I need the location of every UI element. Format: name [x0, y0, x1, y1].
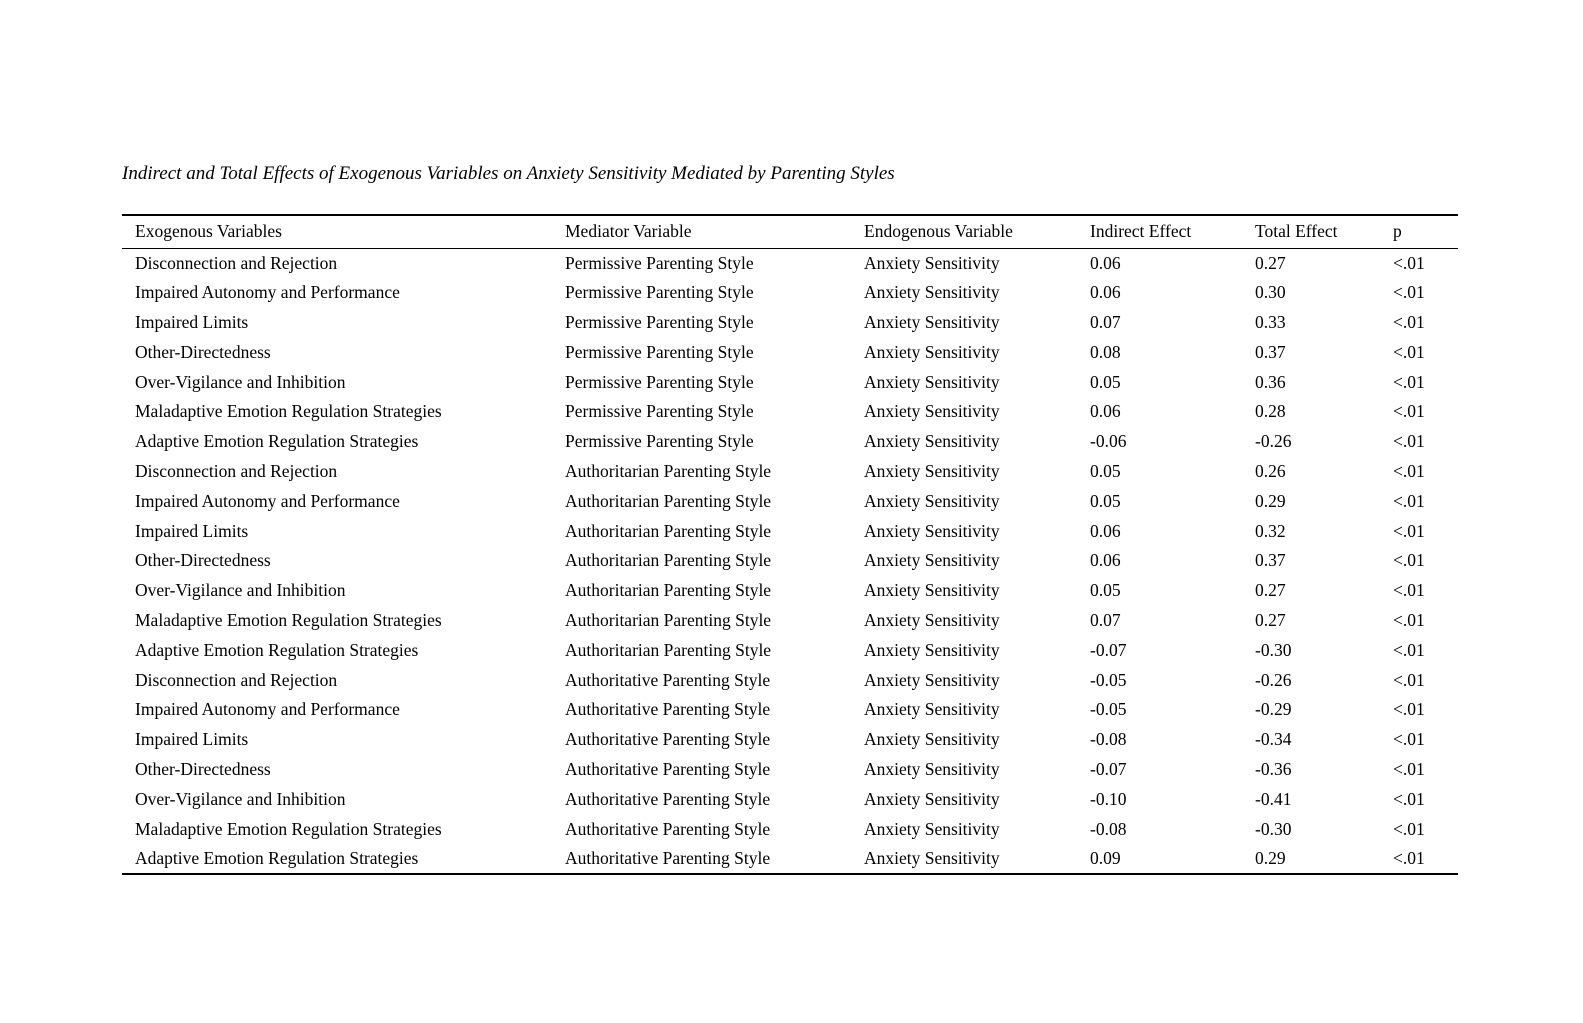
cell-indirect-effect: 0.07 [1090, 311, 1121, 332]
cell-endogenous-variable: Anxiety Sensitivity [864, 847, 1000, 868]
cell-mediator-variable: Authoritarian Parenting Style [565, 550, 772, 571]
cell-total-effect: -0.41 [1255, 788, 1292, 809]
cell-total-effect: 0.37 [1255, 550, 1286, 571]
cell-exogenous-variable: Over-Vigilance and Inhibition [135, 788, 346, 809]
cell-total-effect: 0.30 [1255, 282, 1286, 303]
cell-mediator-variable: Authoritative Parenting Style [565, 699, 771, 720]
table-row [122, 755, 1458, 785]
cell-p-value: <.01 [1393, 758, 1425, 779]
table-row [122, 367, 1458, 397]
table-row [122, 248, 1458, 278]
table-row [122, 308, 1458, 338]
cell-p-value: <.01 [1393, 699, 1425, 720]
cell-total-effect: -0.30 [1255, 818, 1292, 839]
cell-mediator-variable: Permissive Parenting Style [565, 311, 754, 332]
cell-indirect-effect: 0.07 [1090, 609, 1121, 630]
cell-indirect-effect: 0.08 [1090, 341, 1121, 362]
cell-total-effect: 0.27 [1255, 580, 1286, 601]
cell-exogenous-variable: Impaired Limits [135, 311, 249, 332]
cell-p-value: <.01 [1393, 431, 1425, 452]
cell-endogenous-variable: Anxiety Sensitivity [864, 341, 1000, 362]
cell-exogenous-variable: Other-Directedness [135, 341, 271, 362]
cell-indirect-effect: 0.06 [1090, 282, 1121, 303]
table-row [122, 606, 1458, 636]
cell-total-effect: 0.28 [1255, 401, 1286, 422]
cell-exogenous-variable: Other-Directedness [135, 758, 271, 779]
cell-p-value: <.01 [1393, 847, 1425, 868]
cell-mediator-variable: Authoritative Parenting Style [565, 847, 771, 868]
cell-p-value: <.01 [1393, 460, 1425, 481]
cell-endogenous-variable: Anxiety Sensitivity [864, 282, 1000, 303]
cell-exogenous-variable: Adaptive Emotion Regulation Strategies [135, 639, 419, 660]
table-row [122, 695, 1458, 725]
table-body [122, 248, 1458, 874]
cell-p-value: <.01 [1393, 341, 1425, 362]
cell-exogenous-variable: Impaired Limits [135, 729, 249, 750]
cell-p-value: <.01 [1393, 252, 1425, 273]
cell-exogenous-variable: Disconnection and Rejection [135, 460, 338, 481]
cell-mediator-variable: Authoritarian Parenting Style [565, 490, 772, 511]
cell-indirect-effect: 0.05 [1090, 460, 1121, 481]
cell-p-value: <.01 [1393, 311, 1425, 332]
cell-exogenous-variable: Over-Vigilance and Inhibition [135, 371, 346, 392]
cell-exogenous-variable: Maladaptive Emotion Regulation Strategies [135, 818, 442, 839]
cell-endogenous-variable: Anxiety Sensitivity [864, 311, 1000, 332]
column-header-p: p [1393, 221, 1402, 242]
cell-endogenous-variable: Anxiety Sensitivity [864, 401, 1000, 422]
table-row [122, 486, 1458, 516]
cell-endogenous-variable: Anxiety Sensitivity [864, 550, 1000, 571]
cell-endogenous-variable: Anxiety Sensitivity [864, 609, 1000, 630]
table-row [122, 278, 1458, 308]
cell-p-value: <.01 [1393, 550, 1425, 571]
table-row [122, 457, 1458, 487]
cell-endogenous-variable: Anxiety Sensitivity [864, 699, 1000, 720]
cell-endogenous-variable: Anxiety Sensitivity [864, 580, 1000, 601]
table-row [122, 725, 1458, 755]
cell-total-effect: 0.32 [1255, 520, 1286, 541]
table-row [122, 844, 1458, 874]
cell-mediator-variable: Permissive Parenting Style [565, 341, 754, 362]
table-row [122, 576, 1458, 606]
cell-total-effect: -0.36 [1255, 758, 1292, 779]
cell-mediator-variable: Authoritarian Parenting Style [565, 609, 772, 630]
cell-p-value: <.01 [1393, 729, 1425, 750]
cell-total-effect: -0.26 [1255, 431, 1292, 452]
cell-endogenous-variable: Anxiety Sensitivity [864, 758, 1000, 779]
cell-total-effect: -0.29 [1255, 699, 1292, 720]
column-header-mediator-variable: Mediator Variable [565, 221, 692, 242]
cell-exogenous-variable: Impaired Autonomy and Performance [135, 699, 400, 720]
cell-indirect-effect: 0.05 [1090, 371, 1121, 392]
cell-p-value: <.01 [1393, 371, 1425, 392]
cell-indirect-effect: 0.06 [1090, 401, 1121, 422]
table-title: Indirect and Total Effects of Exogenous Variables on Anxiety Sensitivity Mediated by Parenting Styles [122, 163, 895, 184]
cell-endogenous-variable: Anxiety Sensitivity [864, 252, 1000, 273]
cell-total-effect: 0.29 [1255, 490, 1286, 511]
cell-indirect-effect: -0.07 [1090, 639, 1127, 660]
cell-endogenous-variable: Anxiety Sensitivity [864, 490, 1000, 511]
cell-mediator-variable: Permissive Parenting Style [565, 431, 754, 452]
cell-p-value: <.01 [1393, 580, 1425, 601]
table-row [122, 784, 1458, 814]
cell-endogenous-variable: Anxiety Sensitivity [864, 788, 1000, 809]
cell-exogenous-variable: Disconnection and Rejection [135, 252, 338, 273]
cell-mediator-variable: Authoritative Parenting Style [565, 788, 771, 809]
header-row [122, 215, 1458, 248]
table-row [122, 665, 1458, 695]
cell-indirect-effect: -0.06 [1090, 431, 1127, 452]
cell-total-effect: -0.34 [1255, 729, 1292, 750]
cell-p-value: <.01 [1393, 609, 1425, 630]
table-row [122, 546, 1458, 576]
effects-table [122, 214, 1458, 875]
cell-p-value: <.01 [1393, 282, 1425, 303]
cell-p-value: <.01 [1393, 401, 1425, 422]
cell-mediator-variable: Authoritarian Parenting Style [565, 580, 772, 601]
cell-indirect-effect: 0.09 [1090, 847, 1121, 868]
cell-p-value: <.01 [1393, 520, 1425, 541]
table-row [122, 516, 1458, 546]
cell-exogenous-variable: Maladaptive Emotion Regulation Strategies [135, 401, 442, 422]
column-header-indirect-effect: Indirect Effect [1090, 221, 1192, 242]
cell-p-value: <.01 [1393, 669, 1425, 690]
cell-exogenous-variable: Impaired Limits [135, 520, 249, 541]
cell-total-effect: 0.36 [1255, 371, 1286, 392]
cell-mediator-variable: Authoritarian Parenting Style [565, 460, 772, 481]
cell-endogenous-variable: Anxiety Sensitivity [864, 520, 1000, 541]
cell-exogenous-variable: Maladaptive Emotion Regulation Strategies [135, 609, 442, 630]
cell-indirect-effect: 0.06 [1090, 550, 1121, 571]
cell-indirect-effect: -0.08 [1090, 818, 1127, 839]
table-row [122, 635, 1458, 665]
cell-endogenous-variable: Anxiety Sensitivity [864, 818, 1000, 839]
cell-total-effect: 0.29 [1255, 847, 1286, 868]
cell-total-effect: 0.33 [1255, 311, 1286, 332]
cell-endogenous-variable: Anxiety Sensitivity [864, 639, 1000, 660]
cell-mediator-variable: Authoritarian Parenting Style [565, 520, 772, 541]
cell-exogenous-variable: Other-Directedness [135, 550, 271, 571]
cell-exogenous-variable: Adaptive Emotion Regulation Strategies [135, 431, 419, 452]
cell-p-value: <.01 [1393, 818, 1425, 839]
cell-exogenous-variable: Adaptive Emotion Regulation Strategies [135, 847, 419, 868]
cell-mediator-variable: Authoritative Parenting Style [565, 818, 771, 839]
cell-total-effect: -0.30 [1255, 639, 1292, 660]
cell-endogenous-variable: Anxiety Sensitivity [864, 460, 1000, 481]
cell-indirect-effect: 0.06 [1090, 252, 1121, 273]
cell-indirect-effect: -0.10 [1090, 788, 1127, 809]
cell-exogenous-variable: Impaired Autonomy and Performance [135, 282, 400, 303]
cell-indirect-effect: 0.05 [1090, 490, 1121, 511]
cell-mediator-variable: Permissive Parenting Style [565, 401, 754, 422]
cell-total-effect: -0.26 [1255, 669, 1292, 690]
cell-indirect-effect: 0.06 [1090, 520, 1121, 541]
cell-p-value: <.01 [1393, 490, 1425, 511]
cell-mediator-variable: Permissive Parenting Style [565, 282, 754, 303]
column-header-exogenous-variables: Exogenous Variables [135, 221, 282, 242]
cell-mediator-variable: Authoritarian Parenting Style [565, 639, 772, 660]
cell-total-effect: 0.37 [1255, 341, 1286, 362]
cell-indirect-effect: 0.05 [1090, 580, 1121, 601]
cell-endogenous-variable: Anxiety Sensitivity [864, 371, 1000, 392]
cell-exogenous-variable: Disconnection and Rejection [135, 669, 338, 690]
cell-exogenous-variable: Impaired Autonomy and Performance [135, 490, 400, 511]
cell-p-value: <.01 [1393, 788, 1425, 809]
cell-indirect-effect: -0.08 [1090, 729, 1127, 750]
cell-total-effect: 0.27 [1255, 252, 1286, 273]
cell-mediator-variable: Permissive Parenting Style [565, 252, 754, 273]
cell-mediator-variable: Permissive Parenting Style [565, 371, 754, 392]
cell-endogenous-variable: Anxiety Sensitivity [864, 729, 1000, 750]
cell-indirect-effect: -0.05 [1090, 669, 1127, 690]
table-header [122, 215, 1458, 248]
table-row [122, 397, 1458, 427]
cell-total-effect: 0.27 [1255, 609, 1286, 630]
cell-p-value: <.01 [1393, 639, 1425, 660]
column-header-endogenous-variable: Endogenous Variable [864, 221, 1013, 242]
cell-mediator-variable: Authoritative Parenting Style [565, 669, 771, 690]
cell-endogenous-variable: Anxiety Sensitivity [864, 431, 1000, 452]
cell-endogenous-variable: Anxiety Sensitivity [864, 669, 1000, 690]
table-row [122, 427, 1458, 457]
column-header-total-effect: Total Effect [1255, 221, 1338, 242]
cell-indirect-effect: -0.05 [1090, 699, 1127, 720]
cell-mediator-variable: Authoritative Parenting Style [565, 758, 771, 779]
cell-exogenous-variable: Over-Vigilance and Inhibition [135, 580, 346, 601]
cell-indirect-effect: -0.07 [1090, 758, 1127, 779]
table-row [122, 814, 1458, 844]
table-row [122, 337, 1458, 367]
cell-mediator-variable: Authoritative Parenting Style [565, 729, 771, 750]
cell-total-effect: 0.26 [1255, 460, 1286, 481]
